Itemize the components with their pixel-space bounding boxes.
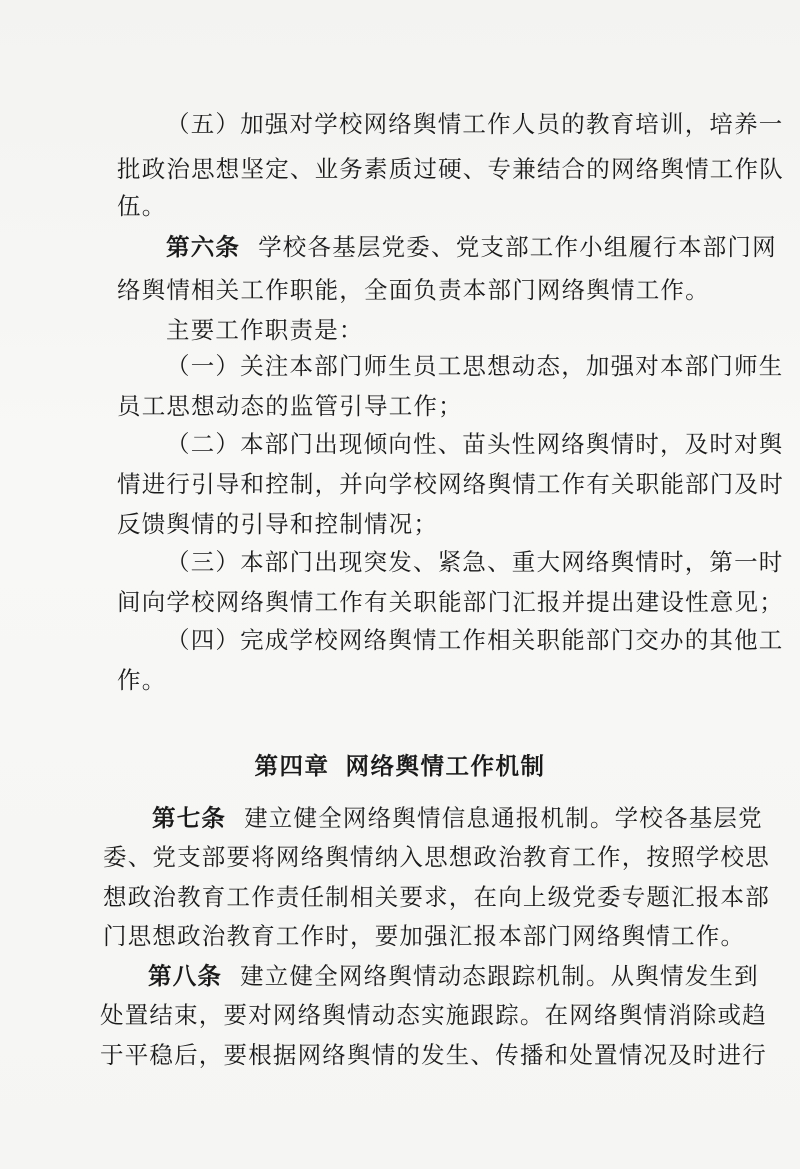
chapter-heading (0, 750, 800, 782)
text-line: 反馈舆情的引导和控制情况； (117, 510, 439, 538)
text-line: 情进行引导和控制，并向学校网络舆情工作有关职能部门及时 (117, 470, 784, 498)
article-7-line (152, 802, 763, 834)
text-line: 处置结束，要对网络舆情动态实施跟踪。在网络舆情消除或趋 (100, 1001, 767, 1029)
text-line: （五）加强对学校网络舆情工作人员的教育培训，培养一 (166, 110, 784, 138)
text-line: 员工思想动态的监管引导工作； (117, 392, 463, 420)
article-8-line (148, 960, 759, 992)
text-line: 间向学校网络舆情工作有关职能部门汇报并提出建设性意见； (117, 588, 784, 616)
text-line: 委、党支部要将网络舆情纳入思想政治教育工作，按照学校思 (103, 843, 770, 871)
text-line: （一）关注本部门师生员工思想动态，加强对本部门师生 (166, 352, 784, 380)
text-line: 于平稳后，要根据网络舆情的发生、传播和处置情况及时进行 (100, 1041, 767, 1069)
text-line: 批政治思想坚定、业务素质过硬、专兼结合的网络舆情工作队 (117, 155, 784, 183)
text-line: 想政治教育工作责任制相关要求，在向上级党委专题汇报本部 (103, 883, 770, 911)
article-6-label: 第六条 (166, 233, 241, 261)
text-line: （二）本部门出现倾向性、苗头性网络舆情时，及时对舆 (166, 430, 784, 458)
text-line: 建立健全网络舆情动态跟踪机制。从舆情发生到 (240, 962, 759, 990)
article-7-label: 第七条 (152, 804, 227, 832)
article-8-label: 第八条 (148, 962, 223, 990)
chapter-label: 第四章 (254, 752, 330, 780)
text-line: 建立健全网络舆情信息通报机制。学校各基层党 (244, 804, 763, 832)
text-line: 门思想政治教育工作时，要加强汇报本部门网络舆情工作。 (103, 922, 746, 950)
chapter-title: 网络舆情工作机制 (345, 752, 546, 780)
text-line: （三）本部门出现突发、紧急、重大网络舆情时，第一时 (166, 548, 784, 576)
text-line: 学校各基层党委、党支部工作小组履行本部门网 (258, 233, 777, 261)
text-line: （四）完成学校网络舆情工作相关职能部门交办的其他工 (166, 626, 784, 654)
text-line: 伍。 (117, 192, 167, 220)
article-6-line (166, 231, 777, 263)
text-line: 主要工作职责是： (166, 316, 364, 344)
text-line: 作。 (117, 666, 167, 694)
text-line: 络舆情相关工作职能，全面负责本部门网络舆情工作。 (117, 276, 710, 304)
